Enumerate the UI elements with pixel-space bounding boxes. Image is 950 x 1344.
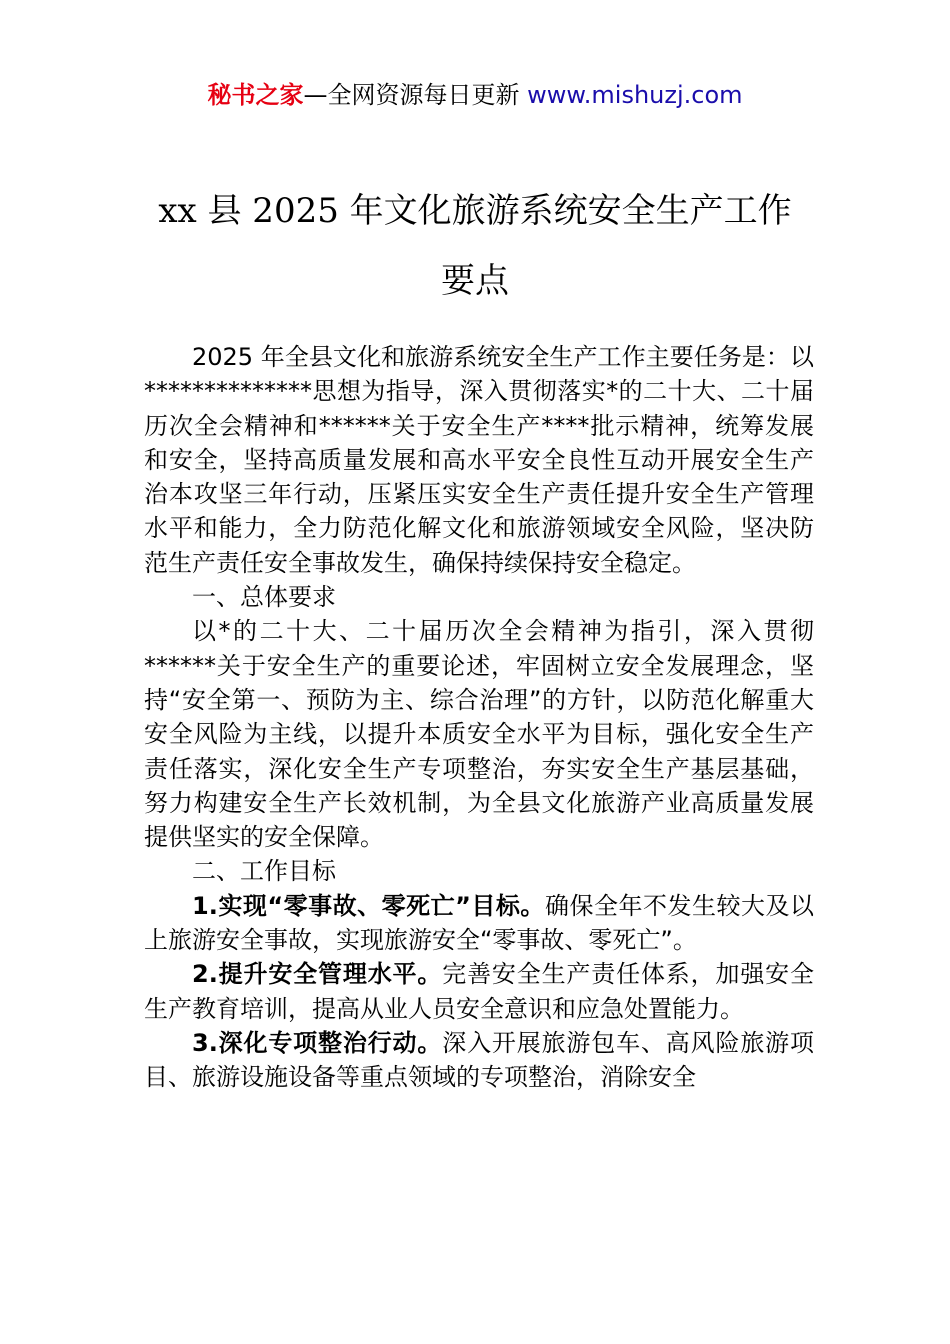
site-brand: 秘书之家 xyxy=(207,81,304,109)
title-line-2: 要点 xyxy=(441,261,509,301)
intro-paragraph: 2025 年全县文化和旅游系统安全生产工作主要任务是：以**************思想为指导，深入贯彻落实*的二十大、二十届历次全会精神和******关于安全生产****批示精神，统筹发展和安全，坚持高质量发展和高水平安全良性互动开展安全生产治本攻坚三年行动，压紧压实安全生产责任提升安全生产管理水平和能力，全力防范化解文化和旅游领域安全风险，坚决防范生产责任安全事故发生，确保持续保持安全稳定。 xyxy=(144,343,814,577)
goal-1-text: 确保全年不发生较大及以上旅游安全事故，实现旅游安全“零事故、零死亡”。 xyxy=(144,891,814,955)
site-header xyxy=(0,78,950,112)
document-body xyxy=(144,340,814,1095)
title-line-1: xx 县 2025 年文化旅游系统安全生产工作 xyxy=(158,191,792,231)
goal-3-text: 深入开展旅游包车、高风险旅游项目、旅游设施设备等重点领域的专项整治，消除安全 xyxy=(144,1028,815,1092)
goal-1-lead: 1.实现“零事故、零死亡”目标。 xyxy=(192,891,545,920)
section-heading-general: 一、总体要求 xyxy=(192,583,336,612)
section-heading-goals: 二、工作目标 xyxy=(192,857,336,886)
goal-2-paragraph xyxy=(144,957,814,1026)
document-title xyxy=(0,176,950,316)
site-slogan: —全网资源每日更新 xyxy=(303,81,520,109)
site-url-link[interactable]: www.mishuzj.com xyxy=(527,81,743,109)
goal-1-paragraph xyxy=(144,889,814,958)
goal-3-paragraph xyxy=(144,1026,814,1095)
goal-3-lead: 3.深化专项整治行动。 xyxy=(192,1028,443,1057)
goal-2-lead: 2.提升安全管理水平。 xyxy=(192,960,443,989)
goal-2-text: 完善安全生产责任体系，加强安全生产教育培训，提高从业人员安全意识和应急处置能力。 xyxy=(144,960,815,1023)
general-requirements-paragraph: 以*的二十大、二十届历次全会精神为指引，深入贯彻******关于安全生产的重要论述，牢固树立安全发展理念，坚持“安全第一、预防为主、综合治理”的方针，以防范化解重大安全风险为主线，以提升本质安全水平为目标，强化安全生产责任落实，深化安全生产专项整治，夯实安全生产基层基础，努力构建安全生产长效机制，为全县文化旅游产业高质量发展提供坚实的安全保障。 xyxy=(144,617,814,852)
